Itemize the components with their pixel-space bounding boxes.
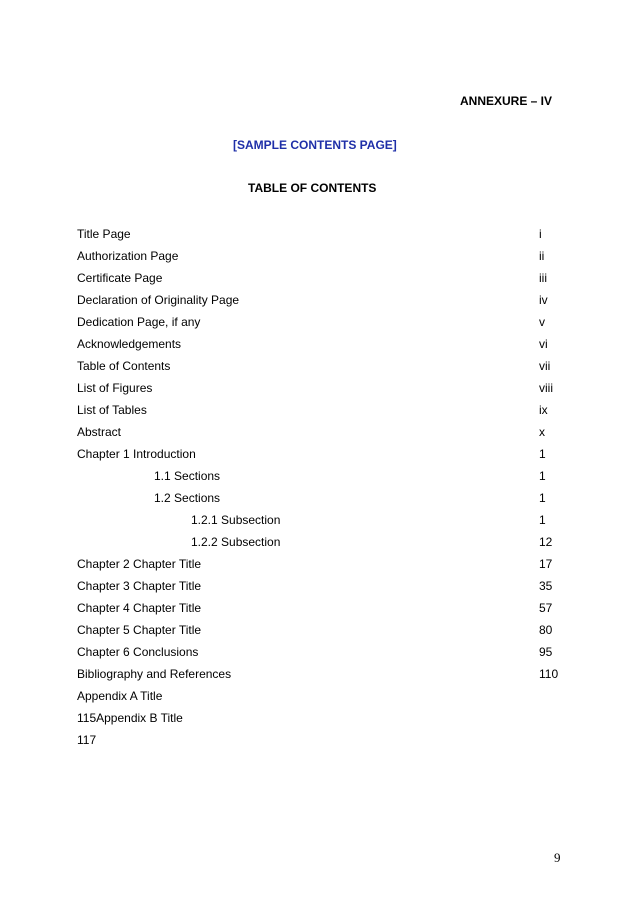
toc-entry-section-1-1 bbox=[77, 465, 562, 487]
toc-entry-page: vi bbox=[539, 337, 548, 351]
toc-entry-page: 1 bbox=[539, 513, 546, 527]
toc-entry-page: 1 bbox=[539, 447, 546, 461]
toc-entry-label: List of Tables bbox=[77, 403, 147, 417]
toc-entry-dedication bbox=[77, 311, 562, 333]
toc-entry-label: Chapter 3 Chapter Title bbox=[77, 579, 202, 593]
toc-entry-page: 35 bbox=[539, 579, 553, 593]
toc-entry-page: 1 bbox=[539, 469, 546, 483]
toc-entry-label: Authorization Page bbox=[77, 249, 179, 263]
toc-entry-certificate-page bbox=[77, 267, 562, 289]
toc-list bbox=[77, 223, 562, 751]
toc-entry-label: Table of Contents bbox=[77, 359, 171, 373]
toc-entry-label: 1.2 Sections bbox=[154, 491, 221, 505]
toc-entry-page: 110 bbox=[539, 667, 559, 681]
toc-entry-page: ii bbox=[539, 249, 545, 263]
page-number: 9 bbox=[554, 850, 561, 865]
toc-entry-chapter-6 bbox=[77, 641, 562, 663]
toc-entry-abstract bbox=[77, 421, 562, 443]
toc-trailing-line: 117 bbox=[77, 733, 97, 747]
toc-entry-page: iii bbox=[539, 271, 547, 285]
toc-entry-authorization-page bbox=[77, 245, 562, 267]
toc-entry-page: i bbox=[539, 227, 542, 241]
sample-contents-label: [SAMPLE CONTENTS PAGE] bbox=[233, 138, 397, 152]
toc-entry-label: Abstract bbox=[77, 425, 122, 439]
toc-entry-page: 57 bbox=[539, 601, 553, 615]
toc-trailing-line: 115Appendix B Title bbox=[77, 711, 183, 725]
toc-entry-subsection-1-2-2 bbox=[77, 531, 562, 553]
toc-entry-label: Declaration of Originality Page bbox=[77, 293, 240, 307]
toc-entry-title-page bbox=[77, 223, 562, 245]
toc-entry-list-of-tables bbox=[77, 399, 562, 421]
toc-entry-label: List of Figures bbox=[77, 381, 153, 395]
toc-heading: TABLE OF CONTENTS bbox=[248, 181, 377, 195]
toc-entry-chapter-1 bbox=[77, 443, 562, 465]
toc-trailing-line: Appendix A Title bbox=[77, 689, 163, 703]
toc-entry-chapter-5 bbox=[77, 619, 562, 641]
toc-entry-label: Chapter 5 Chapter Title bbox=[77, 623, 202, 637]
toc-entry-section-1-2 bbox=[77, 487, 562, 509]
toc-entry-page: 12 bbox=[539, 535, 553, 549]
toc-entry-page: 17 bbox=[539, 557, 553, 571]
toc-entry-label: 1.2.2 Subsection bbox=[191, 535, 281, 549]
toc-entry-page: x bbox=[539, 425, 545, 439]
toc-entry-acknowledgements bbox=[77, 333, 562, 355]
toc-entry-page: vii bbox=[539, 359, 551, 373]
toc-entry-page: iv bbox=[539, 293, 548, 307]
toc-entry-label: Chapter 4 Chapter Title bbox=[77, 601, 202, 615]
toc-entry-page: 1 bbox=[539, 491, 546, 505]
toc-entry-label: Title Page bbox=[77, 227, 131, 241]
toc-entry-page: 80 bbox=[539, 623, 553, 637]
toc-entry-label: Acknowledgements bbox=[77, 337, 182, 351]
toc-entry-list-of-figures bbox=[77, 377, 562, 399]
toc-entry-label: Certificate Page bbox=[77, 271, 163, 285]
toc-entry-page: 95 bbox=[539, 645, 553, 659]
toc-entry-label: 1.2.1 Subsection bbox=[191, 513, 281, 527]
toc-entry-chapter-4 bbox=[77, 597, 562, 619]
toc-entry-bibliography bbox=[77, 663, 562, 685]
toc-entry-declaration bbox=[77, 289, 562, 311]
toc-entry-label: Bibliography and References bbox=[77, 667, 232, 681]
toc-entry-chapter-2 bbox=[77, 553, 562, 575]
toc-entry-table-of-contents bbox=[77, 355, 562, 377]
toc-entry-chapter-3 bbox=[77, 575, 562, 597]
toc-entry-label: Chapter 1 Introduction bbox=[77, 447, 196, 461]
toc-entry-label: Chapter 6 Conclusions bbox=[77, 645, 199, 659]
toc-entry-subsection-1-2-1 bbox=[77, 509, 562, 531]
annexure-label: ANNEXURE – IV bbox=[460, 94, 553, 108]
toc-entry-label: 1.1 Sections bbox=[154, 469, 221, 483]
toc-entry-page: v bbox=[539, 315, 545, 329]
toc-entry-page: viii bbox=[539, 381, 553, 395]
toc-entry-page: ix bbox=[539, 403, 548, 417]
toc-entry-label: Chapter 2 Chapter Title bbox=[77, 557, 202, 571]
toc-entry-label: Dedication Page, if any bbox=[77, 315, 201, 329]
